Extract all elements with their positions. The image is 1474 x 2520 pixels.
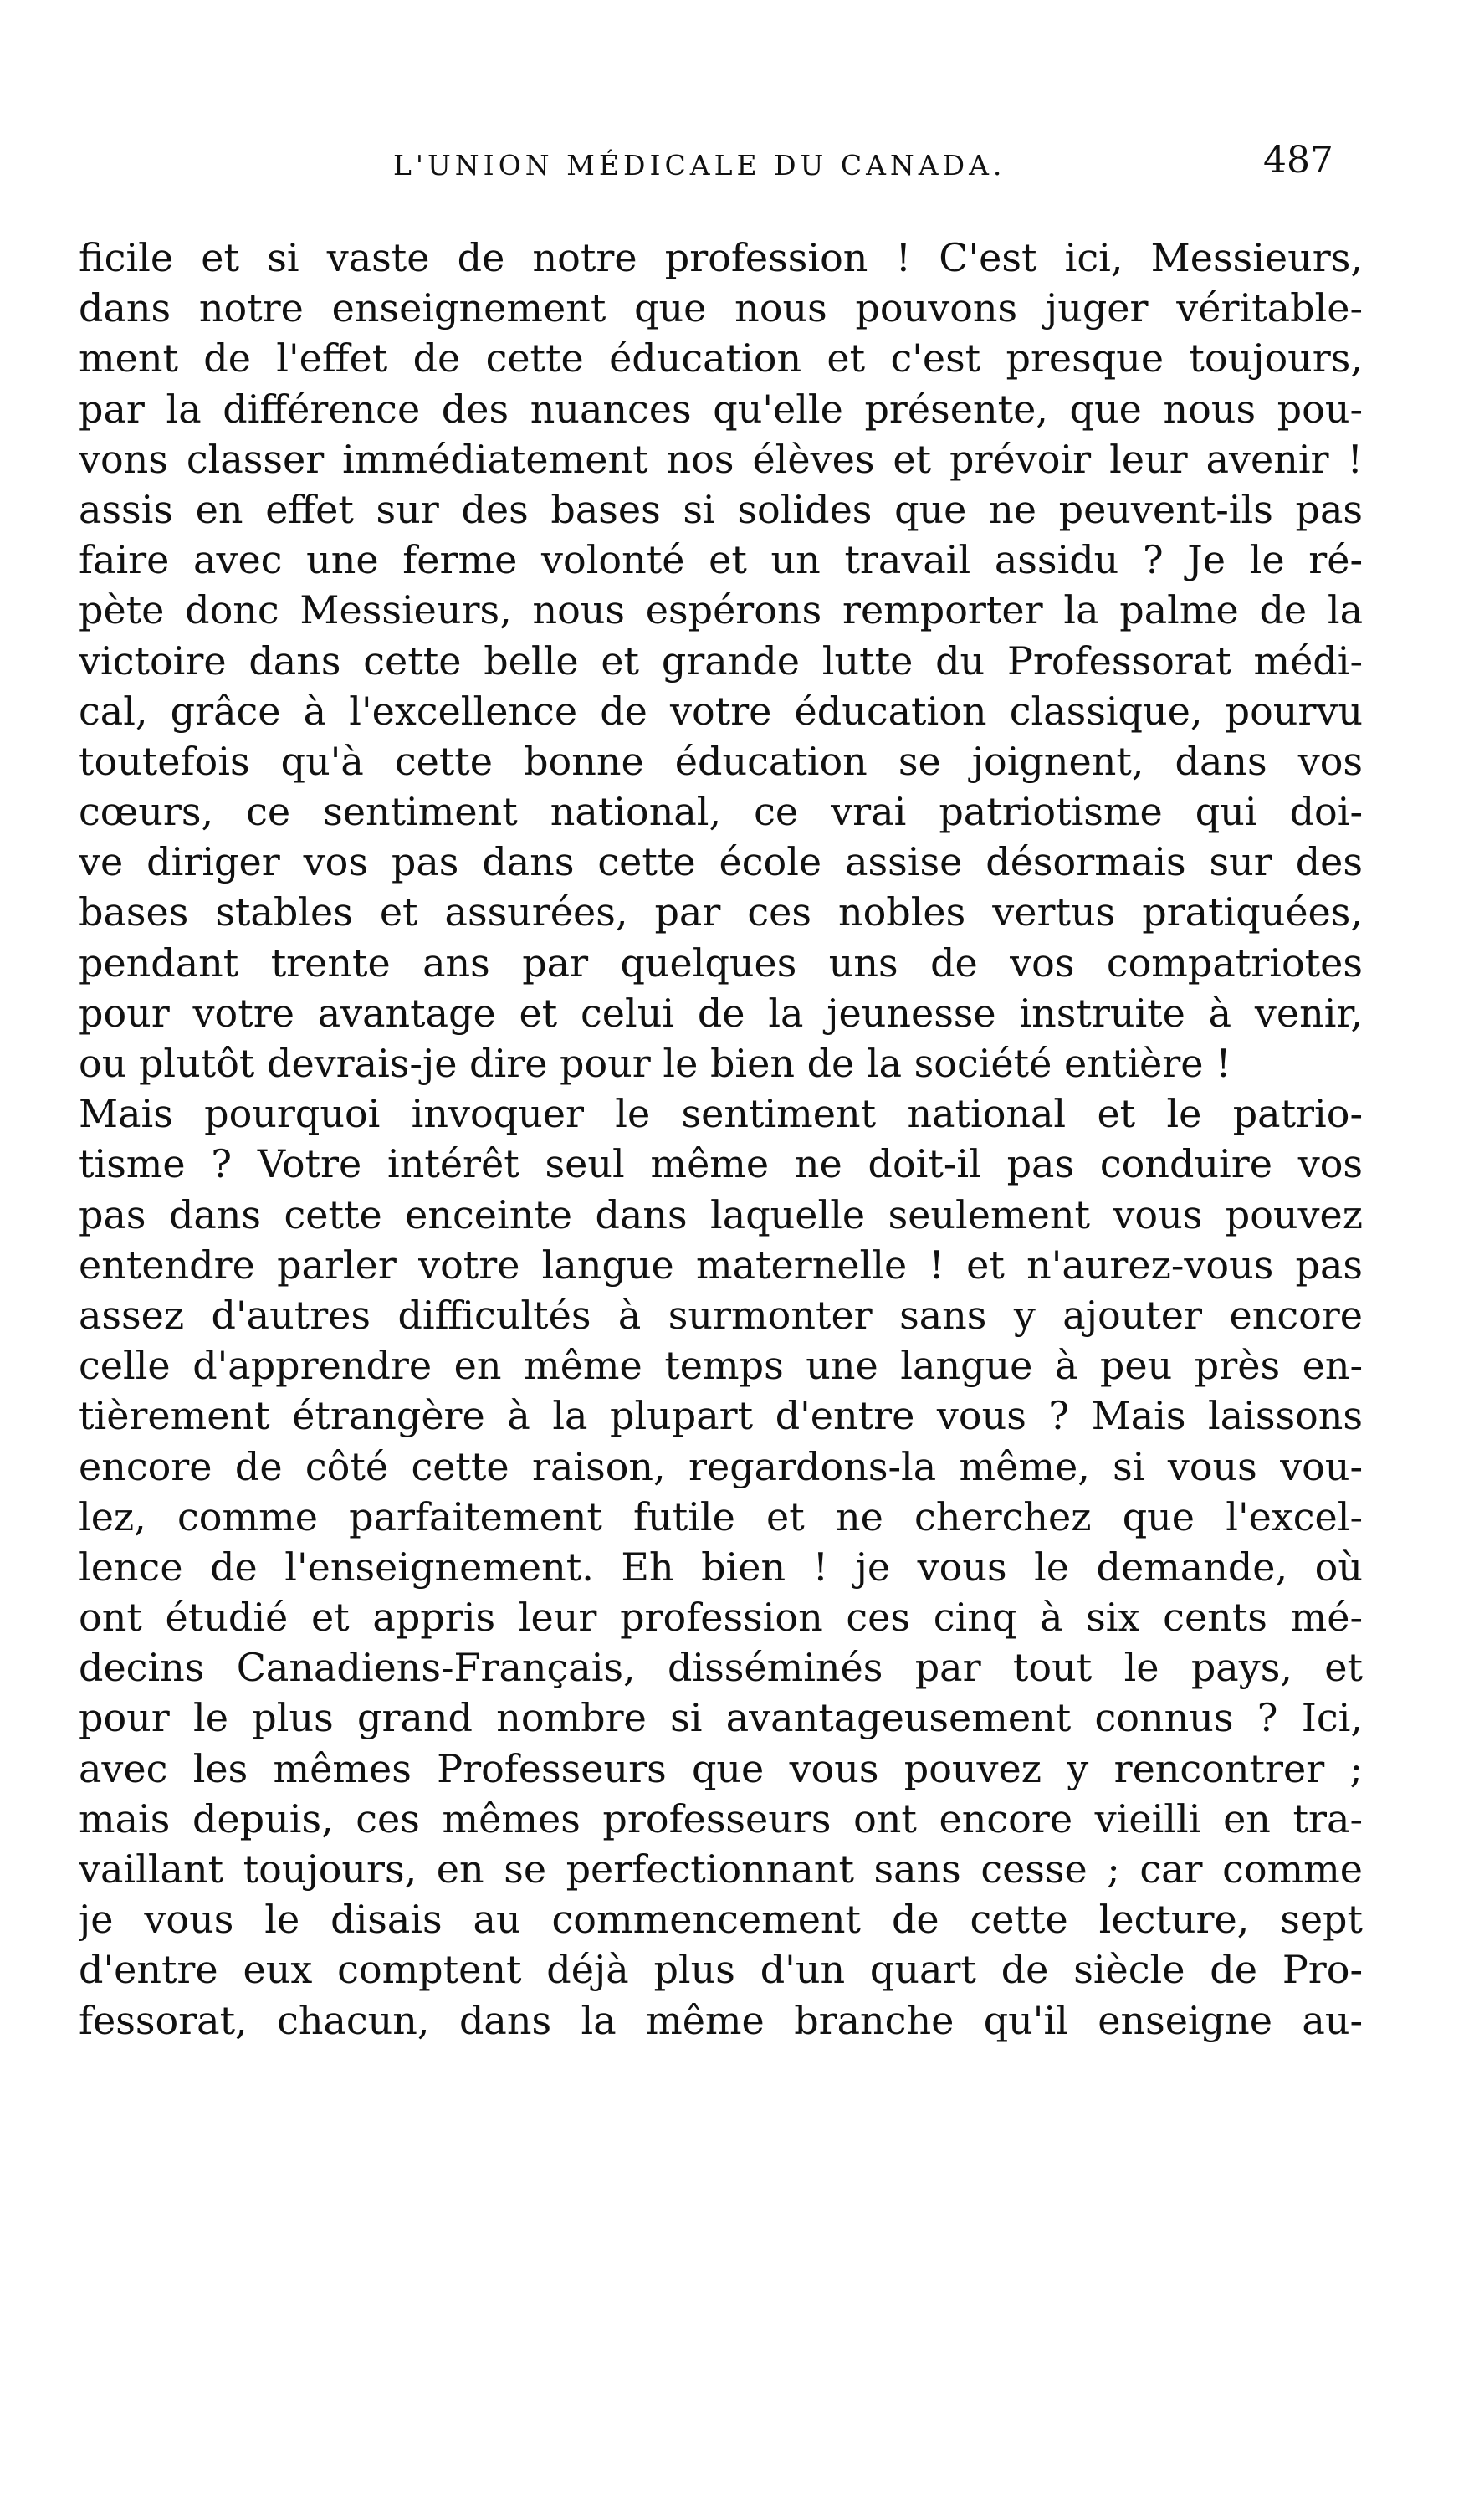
text-line: entendre parler votre langue maternelle ! et n'aurez-vous pas (79, 1242, 1363, 1288)
text-line: vons classer immédiatement nos élèves et prévoir leur avenir ! (79, 436, 1363, 482)
text-line: encore de côté cette raison, regardons-la même, si vous vou- (79, 1443, 1363, 1489)
text-line: fessorat, chacun, dans la même branche qu'il enseigne au- (79, 1997, 1363, 2043)
text-line: dans notre enseignement que nous pouvons juger véritable- (79, 285, 1363, 331)
text-line: d'entre eux comptent déjà plus d'un quart de siècle de Pro- (79, 1947, 1363, 1993)
text-line: cœurs, ce sentiment national, ce vrai patriotisme qui doi- (79, 789, 1363, 835)
text-line: victoire dans cette belle et grande lutte du Professorat médi- (79, 638, 1363, 684)
text-line: tisme ? Votre intérêt seul même ne doit-il pas conduire vos (79, 1141, 1363, 1187)
text-line: tièrement étrangère à la plupart d'entre vous ? Mais laissons (79, 1393, 1363, 1439)
text-line: faire avec une ferme volonté et un travail assidu ? Je le ré- (79, 537, 1363, 583)
running-title: L'UNION MÉDICALE DU CANADA. (393, 149, 1006, 182)
text-line: celle d'apprendre en même temps une langue à peu près en- (79, 1343, 1363, 1389)
text-line: lence de l'enseignement. Eh bien ! je vous le demande, où (79, 1544, 1363, 1590)
text-line: pour le plus grand nombre si avantageusement connus ? Ici, (79, 1695, 1363, 1741)
text-line: bases stables et assurées, par ces nobles vertus pratiquées, (79, 889, 1363, 935)
text-line: par la différence des nuances qu'elle présente, que nous pou- (79, 386, 1363, 432)
text-line: ment de l'effet de cette éducation et c'est presque toujours, (79, 335, 1363, 382)
text-line: ficile et si vaste de notre profession ! C'est ici, Messieurs, (79, 235, 1363, 280)
text-line: decins Canadiens-Français, disséminés par tout le pays, et (79, 1645, 1363, 1691)
text-line: vaillant toujours, en se perfectionnant sans cesse ; car comme (79, 1846, 1363, 1892)
text-line: Mais pourquoi invoquer le sentiment national et le patrio- (79, 1091, 1363, 1137)
text-line: pète donc Messieurs, nous espérons remporter la palme de la (79, 587, 1363, 633)
text-line: ou plutôt devrais-je dire pour le bien de la société entière ! (79, 1041, 1231, 1086)
text-line: je vous le disais au commencement de cette lecture, sept (79, 1897, 1363, 1943)
text-line: mais depuis, ces mêmes professeurs ont encore vieilli en tra- (79, 1795, 1363, 1841)
page-number: 487 (1263, 139, 1333, 182)
text-line: ve diriger vos pas dans cette école assise désormais sur des (79, 839, 1363, 885)
text-line: cal, grâce à l'excellence de votre éducation classique, pourvu (79, 688, 1363, 734)
text-line: assis en effet sur des bases si solides que ne peuvent-ils pas (79, 486, 1363, 532)
body-text (79, 233, 1363, 2046)
text-line: pendant trente ans par quelques uns de vos compatriotes (79, 940, 1363, 986)
text-line: pas dans cette enceinte dans laquelle seulement vous pouvez (79, 1191, 1363, 1237)
text-line: pour votre avantage et celui de la jeunesse instruite à venir, (79, 990, 1363, 1036)
running-header (0, 141, 1474, 191)
text-line: toutefois qu'à cette bonne éducation se joignent, dans vos (79, 738, 1363, 784)
text-line: avec les mêmes Professeurs que vous pouvez y rencontrer ; (79, 1745, 1363, 1791)
text-line: assez d'autres difficultés à surmonter sans y ajouter encore (79, 1292, 1363, 1338)
text-line: lez, comme parfaitement futile et ne cherchez que l'excel- (79, 1493, 1363, 1539)
text-line: ont étudié et appris leur profession ces cinq à six cents mé- (79, 1595, 1363, 1641)
